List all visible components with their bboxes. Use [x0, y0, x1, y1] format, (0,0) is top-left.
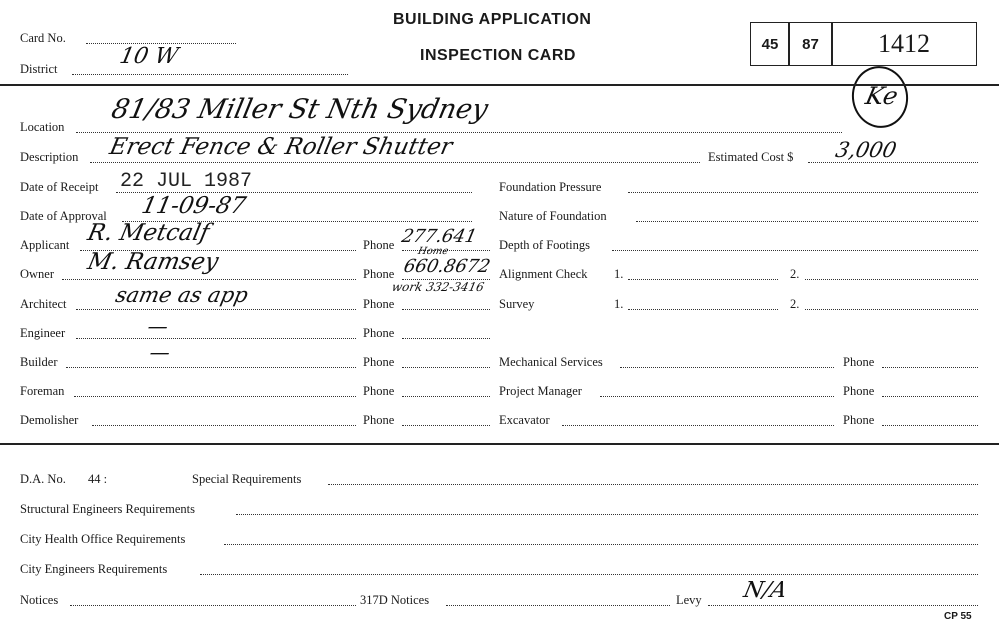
- description-label: Description: [20, 150, 79, 164]
- form-code: CP 55: [944, 611, 972, 622]
- engineer-phone-line: [402, 338, 490, 339]
- demolisher-phone-line: [402, 425, 490, 426]
- owner-phone-work: work 332-3416: [390, 280, 486, 294]
- excavator-label: Excavator: [499, 413, 550, 427]
- district-value: 10 W: [117, 44, 181, 69]
- survey-label: Survey: [499, 297, 535, 311]
- foundation-pressure-label: Foundation Pressure: [499, 180, 602, 194]
- district-label: District: [20, 62, 58, 76]
- title-line-1: BUILDING APPLICATION: [393, 11, 592, 28]
- alignment-check-label: Alignment Check: [499, 267, 588, 281]
- foreman-label: Foreman: [20, 384, 65, 398]
- da-no-value: 44 :: [88, 472, 108, 486]
- owner-value: M. Ramsey: [85, 249, 221, 275]
- levy-line: [708, 605, 978, 606]
- applicant-phone-label: Phone: [363, 238, 395, 252]
- applicant-label: Applicant: [20, 238, 70, 252]
- mechanical-services-line: [620, 367, 834, 368]
- special-requirements-label: Special Requirements: [192, 472, 302, 486]
- applicant-phone-value: 277.641: [399, 226, 479, 247]
- foreman-line: [74, 396, 356, 397]
- builder-line: [66, 367, 356, 368]
- owner-phone-value: 660.8672: [401, 256, 493, 277]
- structural-engineers-line: [236, 514, 978, 515]
- receipt-label: Date of Receipt: [20, 180, 99, 194]
- depth-of-footings-label: Depth of Footings: [499, 238, 590, 252]
- owner-label: Owner: [20, 267, 55, 281]
- city-health-line: [224, 544, 978, 545]
- engineer-line: [76, 338, 356, 339]
- foundation-pressure-line: [628, 192, 978, 193]
- district-line: [72, 74, 348, 75]
- project-manager-phone-line: [882, 396, 978, 397]
- city-health-label: City Health Office Requirements: [20, 532, 186, 546]
- project-manager-line: [600, 396, 834, 397]
- project-manager-label: Project Manager: [499, 384, 582, 398]
- header-divider: [0, 84, 999, 86]
- structural-engineers-label: Structural Engineers Requirements: [20, 502, 195, 516]
- architect-line: [76, 309, 356, 310]
- alignment-check-1-label: 1.: [614, 267, 624, 281]
- da-no-label: D.A. No.: [20, 472, 66, 486]
- approval-value: 11-09-87: [139, 193, 249, 219]
- owner-phone-home-note: Home: [416, 246, 450, 257]
- mechanical-services-phone-line: [882, 367, 978, 368]
- notices-label: Notices: [20, 593, 59, 607]
- title-line-2: INSPECTION CARD: [420, 47, 576, 64]
- nature-of-foundation-line: [636, 221, 978, 222]
- architect-value: same as app: [113, 283, 251, 307]
- nature-of-foundation-label: Nature of Foundation: [499, 209, 607, 223]
- approval-label: Date of Approval: [20, 209, 107, 223]
- survey-1-label: 1.: [614, 297, 624, 311]
- receipt-stamp: 22 JUL 1987: [120, 170, 253, 193]
- year-box-87: 87: [788, 22, 833, 66]
- architect-phone-label: Phone: [363, 297, 395, 311]
- demolisher-line: [92, 425, 356, 426]
- excavator-phone-label: Phone: [843, 413, 875, 427]
- survey-2-label: 2.: [790, 297, 800, 311]
- engineer-value: —: [145, 314, 171, 338]
- project-manager-phone-label: Phone: [843, 384, 875, 398]
- mechanical-services-phone-label: Phone: [843, 355, 875, 369]
- location-value: 81/83 Miller St Nth Sydney: [108, 94, 491, 125]
- description-value: Erect Fence & Roller Shutter: [107, 134, 455, 160]
- notices-317d-line: [446, 605, 670, 606]
- estimated-cost-line: [808, 162, 978, 163]
- card-number-box: 1412: [831, 22, 977, 66]
- demolisher-label: Demolisher: [20, 413, 79, 427]
- estimated-cost-value: 3,000: [833, 138, 899, 162]
- levy-label: Levy: [676, 593, 702, 607]
- owner-line: [62, 279, 356, 280]
- levy-value: N/A: [741, 578, 790, 603]
- depth-of-footings-line: [612, 250, 978, 251]
- card-no-label: Card No.: [20, 31, 66, 45]
- applicant-value: R. Metcalf: [85, 220, 212, 246]
- builder-phone-line: [402, 367, 490, 368]
- builder-phone-label: Phone: [363, 355, 395, 369]
- builder-value: —: [147, 340, 173, 364]
- mechanical-services-label: Mechanical Services: [499, 355, 603, 369]
- year-box-45: 45: [750, 22, 790, 66]
- foreman-phone-line: [402, 396, 490, 397]
- alignment-check-2-label: 2.: [790, 267, 800, 281]
- engineer-phone-label: Phone: [363, 326, 395, 340]
- city-engineers-label: City Engineers Requirements: [20, 562, 168, 576]
- owner-phone-label: Phone: [363, 267, 395, 281]
- survey-2-line: [805, 309, 978, 310]
- architect-label: Architect: [20, 297, 67, 311]
- description-line: [90, 162, 700, 163]
- excavator-phone-line: [882, 425, 978, 426]
- estimated-cost-label: Estimated Cost $: [708, 150, 794, 164]
- location-label: Location: [20, 120, 65, 134]
- demolisher-phone-label: Phone: [363, 413, 395, 427]
- special-requirements-line: [328, 484, 978, 485]
- city-engineers-line: [200, 574, 978, 575]
- excavator-line: [562, 425, 834, 426]
- foreman-phone-label: Phone: [363, 384, 395, 398]
- engineer-label: Engineer: [20, 326, 66, 340]
- notices-line: [70, 605, 356, 606]
- location-line: [76, 132, 842, 133]
- alignment-check-1-line: [628, 279, 778, 280]
- main-divider: [0, 443, 999, 445]
- survey-1-line: [628, 309, 778, 310]
- notices-317d-label: 317D Notices: [360, 593, 430, 607]
- builder-label: Builder: [20, 355, 58, 369]
- circled-mark-text: Ke: [863, 82, 901, 110]
- architect-phone-line: [402, 309, 490, 310]
- alignment-check-2-line: [805, 279, 978, 280]
